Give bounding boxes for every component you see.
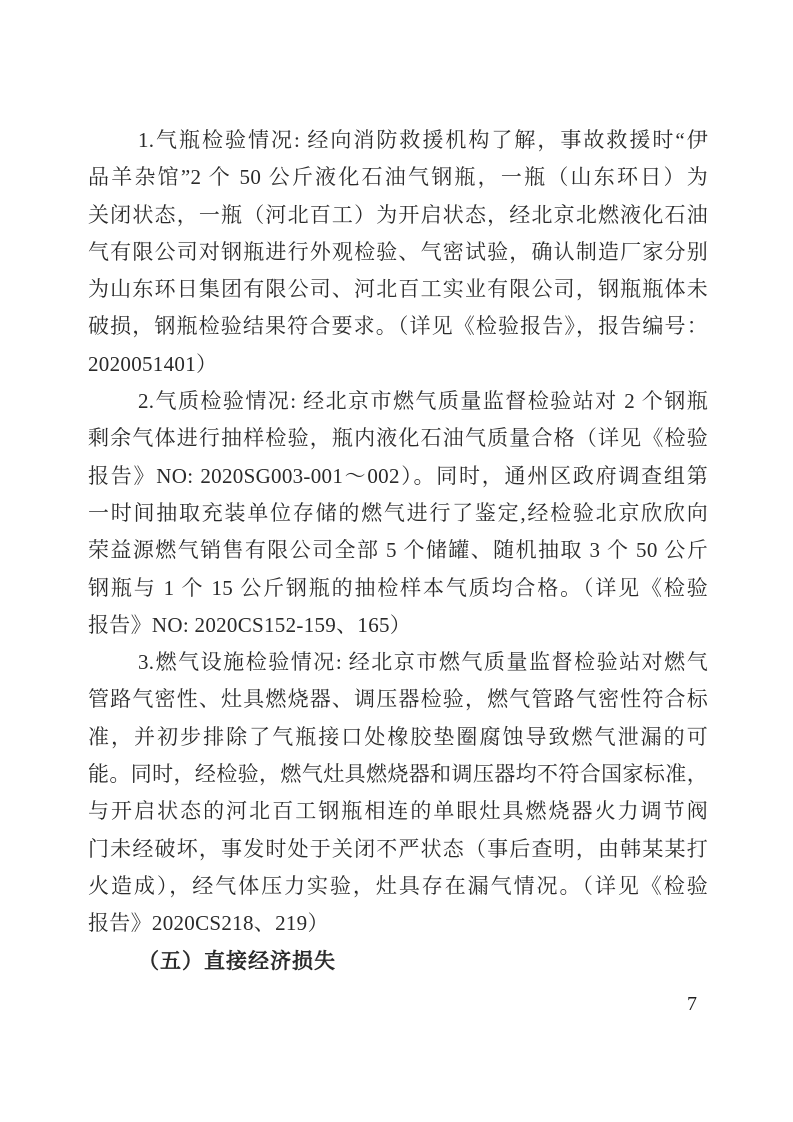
text-line: 关闭状态，一瓶（河北百工）为开启状态，经北京北燃液化石油	[88, 202, 708, 227]
text-line: 荣益源燃气销售有限公司全部 5 个储罐、随机抽取 3 个 50 公斤	[88, 538, 708, 563]
text-line: 门未经破坏，事发时处于关闭不严状态（事后查明，由韩某某打	[88, 836, 708, 861]
text-line: 剩余气体进行抽样检验，瓶内液化石油气质量合格（详见《检验	[88, 426, 708, 451]
text-line: 准，并初步排除了气瓶接口处橡胶垫圈腐蚀导致燃气泄漏的可	[88, 724, 708, 749]
text-line: 2.气质检验情况: 经北京市燃气质量监督检验站对 2 个钢瓶	[138, 389, 708, 414]
text-line: 管路气密性、灶具燃烧器、调压器检验，燃气管路气密性符合标	[88, 687, 708, 712]
paragraph-cylinder-inspection	[88, 122, 708, 383]
text-line: 为山东环日集团有限公司、河北百工实业有限公司，钢瓶瓶体未	[88, 277, 708, 302]
text-line: 报告》2020CS218、219）	[88, 911, 329, 936]
text-line: 品羊杂馆”2 个 50 公斤液化石油气钢瓶，一瓶（山东环日）为	[88, 165, 708, 190]
text-line: 报告》NO: 2020SG003-001～002）。同时，通州区政府调查组第	[88, 463, 708, 488]
text-line: 3.燃气设施检验情况: 经北京市燃气质量监督检验站对燃气	[138, 650, 708, 675]
text-line: 一时间抽取充装单位存储的燃气进行了鉴定,经检验北京欣欣向	[88, 500, 708, 525]
document-body	[88, 122, 708, 980]
section-heading-direct-economic-loss	[88, 943, 708, 980]
paragraph-gas-quality-inspection	[88, 383, 708, 644]
text-line: 火造成），经气体压力实验，灶具存在漏气情况。（详见《检验	[88, 873, 708, 898]
text-line: 气有限公司对钢瓶进行外观检验、气密试验，确认制造厂家分别	[88, 239, 708, 264]
text-line: 钢瓶与 1 个 15 公斤钢瓶的抽检样本气质均合格。（详见《检验	[88, 575, 708, 600]
text-line: 能。同时，经检验，燃气灶具燃烧器和调压器均不符合国家标准，	[88, 762, 708, 787]
text-line: 报告》NO: 2020CS152-159、165）	[88, 612, 412, 637]
text-line: 2020051401）	[88, 351, 218, 376]
text-line: 破损，钢瓶检验结果符合要求。（详见《检验报告》，报告编号：	[88, 314, 708, 339]
text-line: 与开启状态的河北百工钢瓶相连的单眼灶具燃烧器火力调节阀	[88, 799, 708, 824]
heading-line: （五）直接经济损失	[138, 948, 336, 973]
paragraph-gas-facility-inspection	[88, 644, 708, 942]
page-number: 7	[687, 993, 697, 1015]
text-line: 1.气瓶检验情况: 经向消防救援机构了解，事故救援时“伊	[138, 128, 708, 152]
